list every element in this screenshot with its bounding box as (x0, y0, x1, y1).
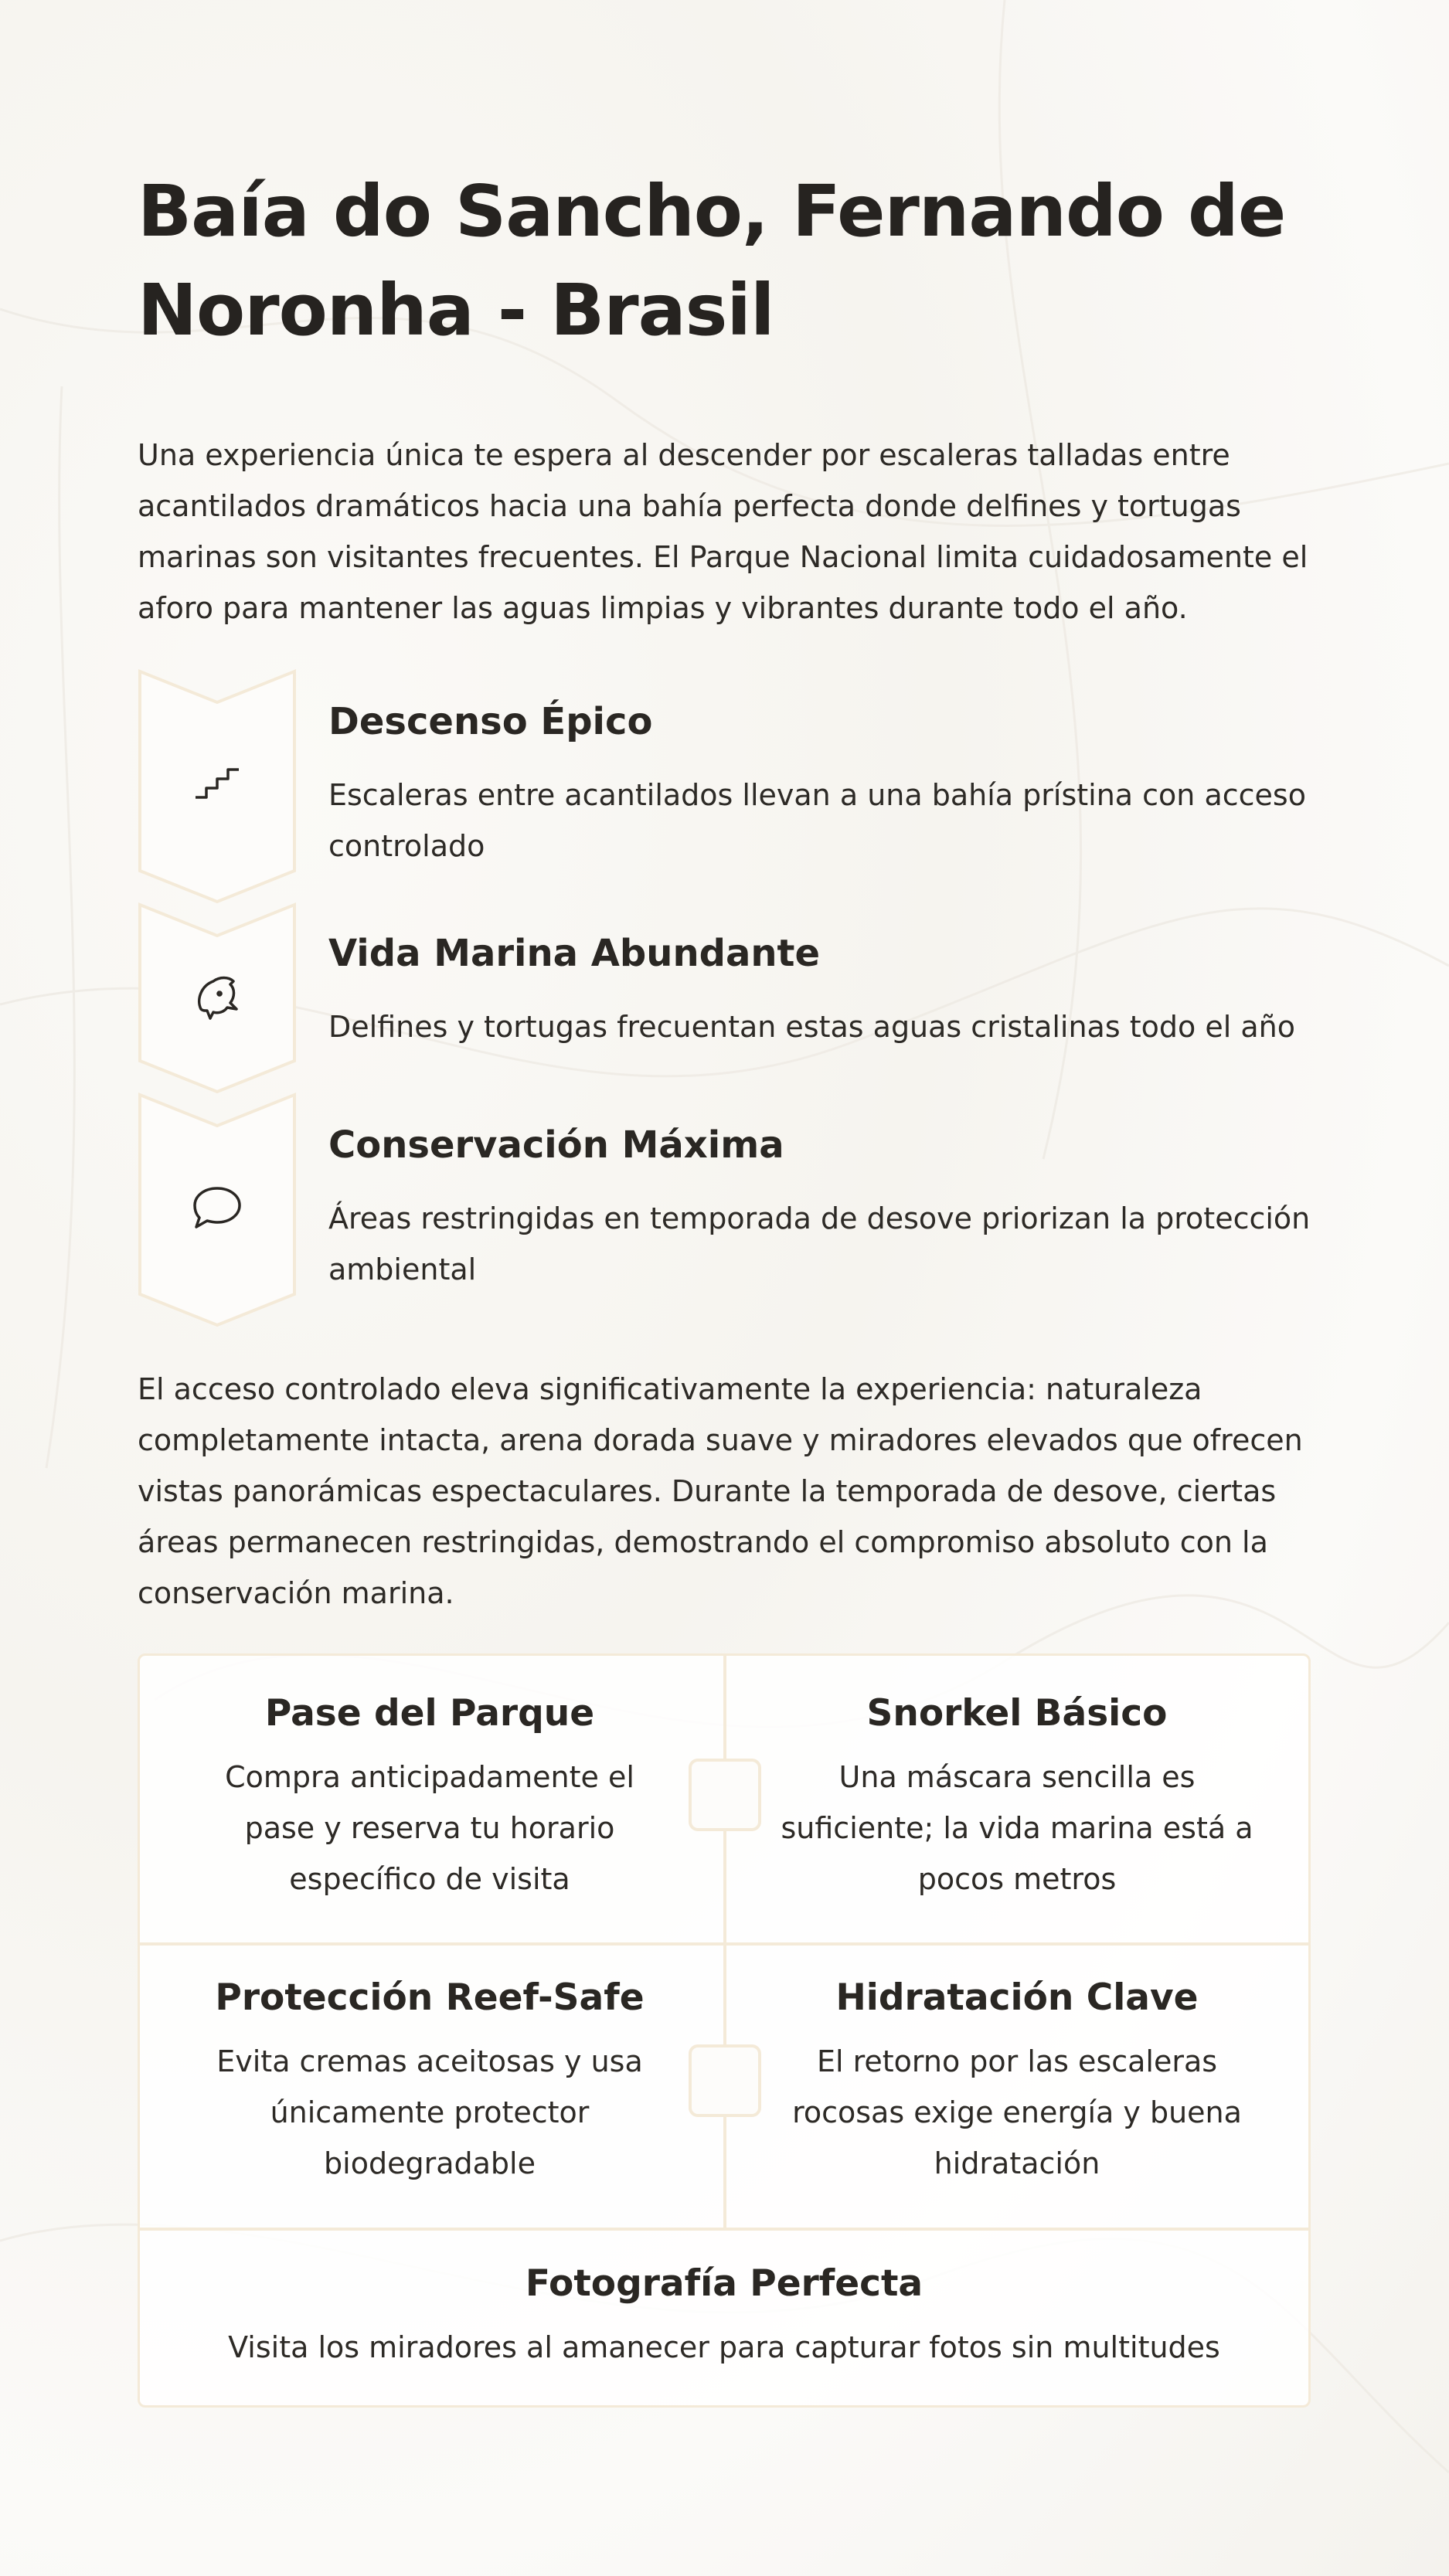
feature-title: Vida Marina Abundante (328, 932, 821, 975)
tip-text: Una máscara sencilla es suficiente; la vida marina está a pocos metros (781, 1760, 1253, 1896)
feature-text: Escaleras entre acantilados llevan a una bahía prístina con acceso controlado (328, 778, 1306, 863)
tip-text: Compra anticipadamente el pase y reserva tu horario específico de visita (225, 1760, 634, 1896)
feature-text: Áreas restringidas en temporada de desove priorizan la protección ambiental (328, 1201, 1311, 1286)
tip-text: Visita los miradores al amanecer para capturar fotos sin multitudes (228, 2330, 1220, 2364)
tip-card (155, 2258, 1293, 2373)
divider-knob (689, 2044, 761, 2117)
stairs-icon (138, 760, 297, 804)
dolphin-icon (138, 969, 297, 1023)
tip-title: Snorkel Básico (866, 1692, 1168, 1735)
tip-card (758, 1688, 1276, 1905)
intro-paragraph: Una experiencia única te espera al descender por escaleras talladas entre acantilados dramáticos hacia una bahía perfecta donde delfines y tortugas marinas son visitantes frecuentes. El Parque Nacional limita cuidadosamente el aforo para mantener las aguas limpias y vibrantes durante todo el año. (138, 438, 1308, 625)
tip-title: Pase del Parque (264, 1692, 595, 1735)
tip-title: Hidratación Clave (835, 1976, 1199, 2019)
grid-divider (140, 2228, 1308, 2231)
tips-grid (138, 1653, 1311, 2408)
page-title: Baía do Sancho, Fernando de Noronha - Brasil (138, 170, 1286, 352)
feature-text: Delfines y tortugas frecuentan estas aguas cristalinas todo el año (328, 1010, 1295, 1044)
tip-card (758, 1973, 1276, 2189)
feature-chevron (138, 902, 297, 1094)
divider-knob (689, 1759, 761, 1831)
tip-text: El retorno por las escaleras rocosas exige energía y buena hidratación (792, 2044, 1242, 2180)
tip-title: Protección Reef-Safe (215, 1976, 645, 2019)
feature-chevron (138, 1093, 297, 1327)
tip-card (163, 1973, 696, 2189)
feature-title: Descenso Épico (328, 700, 653, 743)
body-paragraph: El acceso controlado eleva significativamente la experiencia: naturaleza completamente intacta, arena dorada suave y miradores elevados que ofrecen vistas panorámicas espectaculares. Durante la temporada de desove, ciertas áreas permanecen restringidas, demostrando el compromiso absoluto con la conservación marina. (138, 1372, 1303, 1610)
tip-title: Fotografía Perfecta (525, 2262, 923, 2305)
grid-divider (140, 1942, 1308, 1946)
tip-text: Evita cremas aceitosas y usa únicamente protector biodegradable (216, 2044, 643, 2180)
speech-bubble-icon (138, 1184, 297, 1232)
feature-chevron (138, 669, 297, 904)
feature-title: Conservación Máxima (328, 1123, 784, 1167)
tip-card (171, 1688, 689, 1905)
